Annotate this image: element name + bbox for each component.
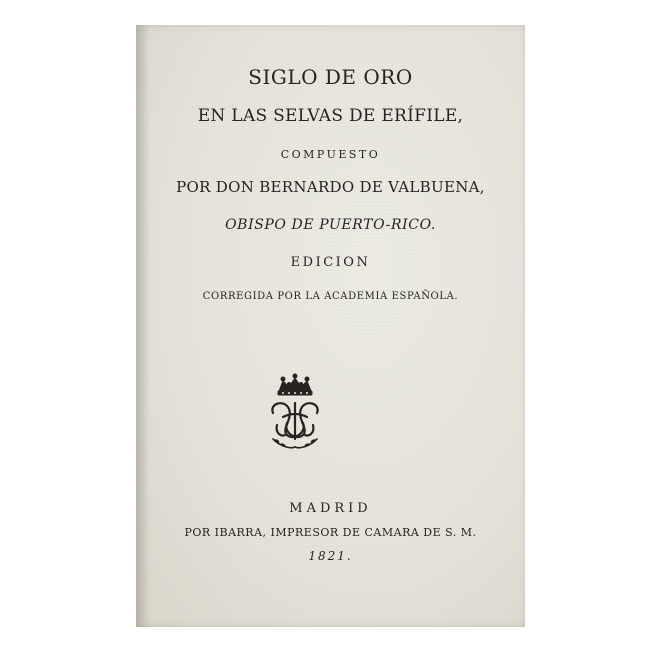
book-title: SIGLO DE ORO xyxy=(248,65,413,89)
author-line: POR DON BERNARDO DE VALBUENA, xyxy=(176,178,485,196)
compuesto-label: COMPUESTO xyxy=(280,148,381,161)
book-subtitle: EN LAS SELVAS DE ERÍFILE, xyxy=(197,106,464,126)
imprint-city: MADRID xyxy=(289,501,372,516)
edition-note: CORREGIDA POR LA ACADEMIA ESPAÑOLA. xyxy=(202,291,459,302)
author-title: OBISPO DE PUERTO-RICO. xyxy=(225,217,436,233)
imprint-printer: POR IBARRA, IMPRESOR DE CAMARA DE S. M. xyxy=(184,526,477,539)
edition-label: EDICION xyxy=(290,255,371,270)
imprint-year: 1821. xyxy=(308,549,353,563)
book-title-page xyxy=(136,25,525,627)
crowned-monogram-icon xyxy=(263,373,327,453)
